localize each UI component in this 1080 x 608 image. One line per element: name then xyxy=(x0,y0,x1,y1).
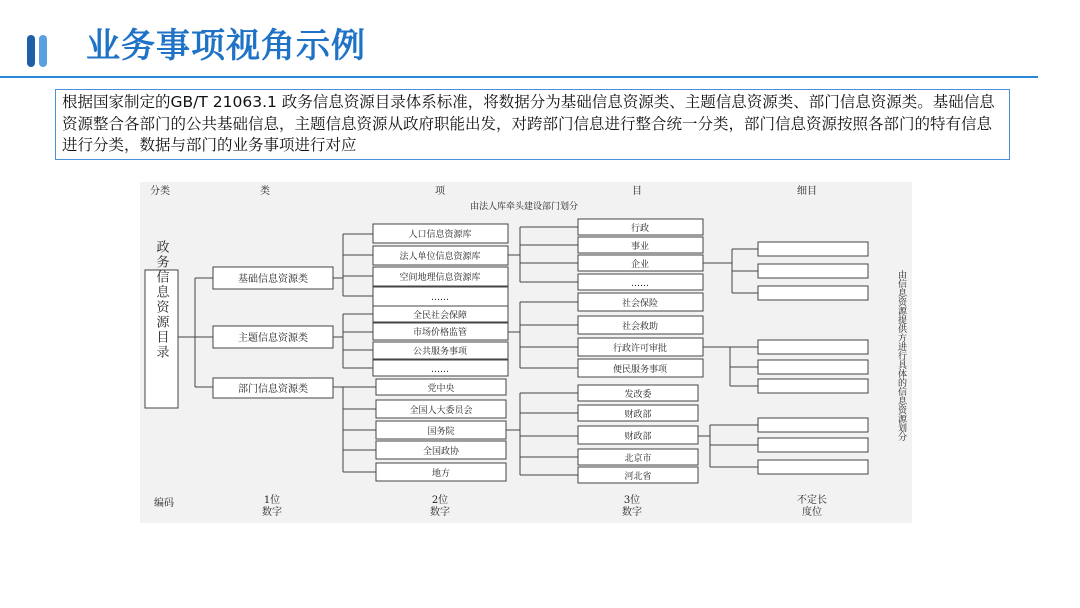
item-topic: 公共服务事项 xyxy=(412,347,468,357)
target-c: 发改委 xyxy=(624,390,652,400)
header-lei: 类 xyxy=(260,186,270,197)
header-xiang: 项 xyxy=(435,186,445,197)
target-a: …… xyxy=(631,279,649,289)
class-dept: 部门信息资源类 xyxy=(238,384,308,395)
target-c: 财政部 xyxy=(624,432,652,442)
item-basic: 空间地理信息资源库 xyxy=(399,273,481,283)
item-dept: 全国政协 xyxy=(422,447,460,457)
item-basic: 人口信息资源库 xyxy=(408,230,472,240)
intro-text-box: 根据国家制定的GB/T 21063.1 政务信息资源目录体系标准，将数据分为基础信息资源类、主题信息资源类、部门信息资源类。基础信息资源整合各部门的公共基础信息，主题信息资源从政府职能出发，对跨部门信息进行整合统一分类，部门信息资源按照各部门的特有信息进行分类，数据与部门的业务事项进行对应 xyxy=(55,89,1010,160)
target-c: 北京市 xyxy=(624,454,652,464)
target-c: 河北省 xyxy=(624,472,652,482)
item-dept: 地方 xyxy=(431,469,451,479)
title-bars-icon xyxy=(27,35,59,67)
footer-d4b: 度位 xyxy=(802,507,822,518)
header-fenlei: 分类 xyxy=(150,186,170,197)
item-basic: …… xyxy=(431,293,449,303)
footer-d2b: 数字 xyxy=(430,507,450,518)
target-b: 便民服务事项 xyxy=(612,365,668,375)
target-c: 财政部 xyxy=(624,410,652,420)
class-basic: 基础信息资源类 xyxy=(238,274,308,285)
target-a: 企业 xyxy=(630,260,650,270)
footer-d3b: 数字 xyxy=(622,507,642,518)
target-a: 行政 xyxy=(630,224,650,234)
target-b: 社会救助 xyxy=(621,322,659,332)
item-basic: 法人单位信息资源库 xyxy=(399,252,481,262)
item-topic: 全民社会保障 xyxy=(412,311,468,321)
item-topic: …… xyxy=(431,365,449,375)
class-topic: 主题信息资源类 xyxy=(238,333,308,344)
footer-d2: 2位 xyxy=(431,495,449,506)
header-mu: 目 xyxy=(632,186,642,197)
footer-d4: 不定长 xyxy=(797,495,827,506)
target-a: 事业 xyxy=(630,242,650,252)
header-ximu: 细目 xyxy=(797,186,817,197)
root-node-label: 政务信息资源目录 xyxy=(153,240,169,360)
footer-code: 编码 xyxy=(154,498,174,509)
footer-d1b: 数字 xyxy=(262,507,282,518)
item-dept: 党中央 xyxy=(427,384,455,394)
item-dept: 国务院 xyxy=(427,427,455,437)
item-dept: 全国人大委员会 xyxy=(409,406,473,416)
diagram-subtitle: 由法人库牵头建设部门划分 xyxy=(470,202,579,212)
classification-diagram xyxy=(140,182,912,523)
title-divider xyxy=(0,76,1038,78)
target-b: 社会保险 xyxy=(621,299,659,309)
item-topic: 市场价格监管 xyxy=(412,328,468,338)
page-title: 业务事项视角示例 xyxy=(86,26,366,66)
footer-d3: 3位 xyxy=(623,495,641,506)
target-b: 行政许可审批 xyxy=(612,344,668,354)
right-note: 由信息资源提供方进行具体的信息资源划分 xyxy=(896,270,906,441)
footer-d1: 1位 xyxy=(263,495,281,506)
